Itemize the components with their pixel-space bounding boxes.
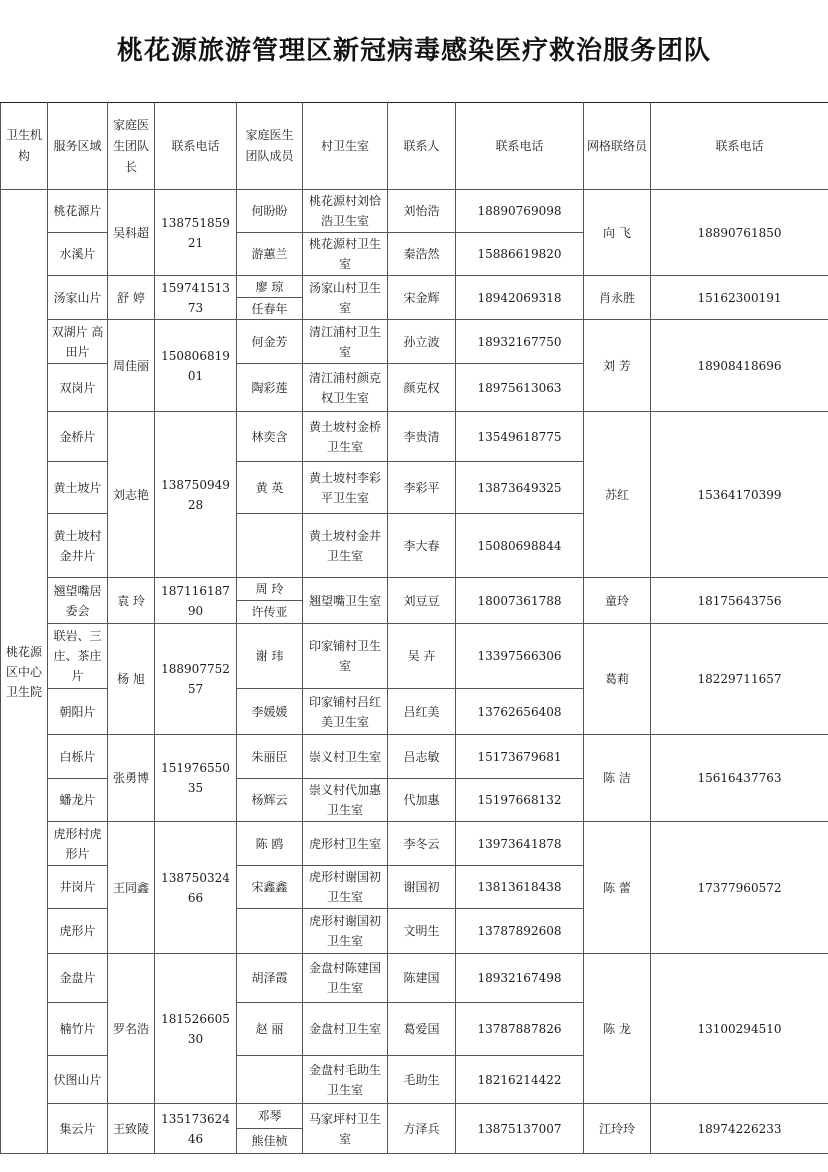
header-member: 家庭医生团队成员 xyxy=(237,103,303,190)
member-cell xyxy=(237,578,303,624)
leader-cell: 王同鑫 xyxy=(108,822,155,954)
leader-cell: 刘志艳 xyxy=(108,412,155,578)
clinic-cell: 黄土坡村金井卫生室 xyxy=(303,514,388,578)
leader-phone-cell: 15080681901 xyxy=(155,320,237,412)
grid-phone-cell: 18229711657 xyxy=(651,624,828,735)
area-cell: 翘望嘴居委会 xyxy=(48,578,108,624)
clinic-cell: 虎形村谢国初卫生室 xyxy=(303,909,388,954)
grid-phone-cell: 18974226233 xyxy=(651,1104,828,1154)
table-row xyxy=(1,276,828,320)
contact-phone-cell: 18975613063 xyxy=(456,364,584,412)
grid-cell: 肖永胜 xyxy=(584,276,651,320)
member-cell xyxy=(237,514,303,578)
member-name: 周 玲 xyxy=(255,582,284,596)
clinic-cell: 黄土坡村金桥卫生室 xyxy=(303,412,388,462)
contact-phone-cell: 13873649325 xyxy=(456,462,584,514)
clinic-cell: 印家铺村卫生室 xyxy=(303,624,388,689)
contact-phone-cell: 18890769098 xyxy=(456,190,584,233)
contact-phone-cell: 13397566306 xyxy=(456,624,584,689)
leader-cell: 罗名浩 xyxy=(108,954,155,1104)
leader-cell: 吴科超 xyxy=(108,190,155,276)
area-cell: 朝阳片 xyxy=(48,689,108,735)
member-cell: 朱丽臣 xyxy=(237,735,303,779)
member-name: 任春年 xyxy=(237,297,302,319)
area-cell: 黄土坡村金井片 xyxy=(48,514,108,578)
grid-phone-cell: 15616437763 xyxy=(651,735,828,822)
table-row xyxy=(1,624,828,689)
clinic-cell: 黄土坡村李彩平卫生室 xyxy=(303,462,388,514)
header-leader: 家庭医生团队长 xyxy=(108,103,155,190)
header-area: 服务区域 xyxy=(48,103,108,190)
clinic-cell: 桃花源村卫生室 xyxy=(303,233,388,276)
header-leader-phone: 联系电话 xyxy=(155,103,237,190)
header-contact-phone: 联系电话 xyxy=(456,103,584,190)
member-cell xyxy=(237,1056,303,1104)
member-cell: 李媛媛 xyxy=(237,689,303,735)
grid-cell: 江玲玲 xyxy=(584,1104,651,1154)
leader-phone-cell: 13875185921 xyxy=(155,190,237,276)
area-cell: 白栎片 xyxy=(48,735,108,779)
contact-cell: 颜克权 xyxy=(388,364,456,412)
clinic-cell: 印家铺村吕红美卫生室 xyxy=(303,689,388,735)
area-cell: 楠竹片 xyxy=(48,1003,108,1056)
clinic-cell: 桃花源村刘恰浩卫生室 xyxy=(303,190,388,233)
contact-cell: 谢国初 xyxy=(388,866,456,909)
grid-phone-cell: 18908418696 xyxy=(651,320,828,412)
leader-phone-cell: 13875094928 xyxy=(155,412,237,578)
member-name: 廖 琼 xyxy=(255,279,284,294)
contact-phone-cell: 13787892608 xyxy=(456,909,584,954)
member-name: 许传亚 xyxy=(237,600,302,623)
grid-cell: 葛莉 xyxy=(584,624,651,735)
member-name: 邓琴 xyxy=(257,1109,282,1123)
leader-cell: 王致陵 xyxy=(108,1104,155,1154)
table-row xyxy=(1,954,828,1003)
table-row xyxy=(1,578,828,624)
leader-cell: 周佳丽 xyxy=(108,320,155,412)
leader-phone-cell: 18711618790 xyxy=(155,578,237,624)
table-row xyxy=(1,412,828,462)
clinic-cell: 崇义村卫生室 xyxy=(303,735,388,779)
clinic-cell: 金盘村陈建国卫生室 xyxy=(303,954,388,1003)
clinic-cell: 清江浦村颜克权卫生室 xyxy=(303,364,388,412)
table-row xyxy=(1,320,828,364)
leader-phone-cell: 18152660530 xyxy=(155,954,237,1104)
contact-phone-cell: 15197668132 xyxy=(456,779,584,822)
contact-cell: 吴 卉 xyxy=(388,624,456,689)
contact-phone-cell: 18216214422 xyxy=(456,1056,584,1104)
contact-cell: 刘豆豆 xyxy=(388,578,456,624)
clinic-cell: 虎形村谢国初卫生室 xyxy=(303,866,388,909)
member-cell: 林奕含 xyxy=(237,412,303,462)
clinic-cell: 马家坪村卫生室 xyxy=(303,1104,388,1154)
grid-cell: 陈 龙 xyxy=(584,954,651,1104)
contact-phone-cell: 15173679681 xyxy=(456,735,584,779)
page-title: 桃花源旅游管理区新冠病毒感染医疗救治服务团队 xyxy=(116,36,711,66)
area-cell: 黄土坡片 xyxy=(48,462,108,514)
leader-phone-cell: 18890775257 xyxy=(155,624,237,735)
contact-phone-cell: 15886619820 xyxy=(456,233,584,276)
member-cell: 谢 玮 xyxy=(237,624,303,689)
header-clinic: 村卫生室 xyxy=(303,103,388,190)
area-cell: 双湖片 高田片 xyxy=(48,320,108,364)
member-cell: 宋鑫鑫 xyxy=(237,866,303,909)
contact-phone-cell: 13762656408 xyxy=(456,689,584,735)
contact-cell: 代加惠 xyxy=(388,779,456,822)
member-name: 熊佳桢 xyxy=(237,1128,302,1153)
area-cell: 金盘片 xyxy=(48,954,108,1003)
table-row xyxy=(1,822,828,866)
grid-cell: 陈 洁 xyxy=(584,735,651,822)
table-row xyxy=(1,735,828,779)
contact-cell: 李彩平 xyxy=(388,462,456,514)
contact-cell: 吕志敏 xyxy=(388,735,456,779)
grid-phone-cell: 17377960572 xyxy=(651,822,828,954)
grid-phone-cell: 18890761850 xyxy=(651,190,828,276)
grid-cell: 童玲 xyxy=(584,578,651,624)
grid-phone-cell: 13100294510 xyxy=(651,954,828,1104)
contact-cell: 刘怡浩 xyxy=(388,190,456,233)
header-grid: 网格联络员 xyxy=(584,103,651,190)
area-cell: 虎形村虎形片 xyxy=(48,822,108,866)
clinic-cell: 翘望嘴卫生室 xyxy=(303,578,388,624)
contact-phone-cell: 13973641878 xyxy=(456,822,584,866)
contact-cell: 陈建国 xyxy=(388,954,456,1003)
header-grid-phone: 联系电话 xyxy=(651,103,828,190)
area-cell: 金桥片 xyxy=(48,412,108,462)
contact-cell: 文明生 xyxy=(388,909,456,954)
area-cell: 联岩、三庄、茶庄片 xyxy=(48,624,108,689)
table-row xyxy=(1,190,828,233)
contact-cell: 李贵清 xyxy=(388,412,456,462)
contact-cell: 宋金辉 xyxy=(388,276,456,320)
clinic-cell: 汤家山村卫生室 xyxy=(303,276,388,320)
area-cell: 集云片 xyxy=(48,1104,108,1154)
service-team-table xyxy=(0,102,828,1154)
member-cell: 胡泽霞 xyxy=(237,954,303,1003)
member-cell: 赵 丽 xyxy=(237,1003,303,1056)
clinic-cell: 金盘村卫生室 xyxy=(303,1003,388,1056)
contact-phone-cell: 18942069318 xyxy=(456,276,584,320)
area-cell: 桃花源片 xyxy=(48,190,108,233)
member-cell xyxy=(237,276,303,320)
grid-cell: 陈 蕾 xyxy=(584,822,651,954)
grid-phone-cell: 18175643756 xyxy=(651,578,828,624)
contact-cell: 李冬云 xyxy=(388,822,456,866)
leader-cell: 张勇博 xyxy=(108,735,155,822)
contact-phone-cell: 13787887826 xyxy=(456,1003,584,1056)
grid-cell: 苏红 xyxy=(584,412,651,578)
contact-cell: 葛爱国 xyxy=(388,1003,456,1056)
header-institution: 卫生机构 xyxy=(1,103,48,190)
clinic-cell: 崇义村代加惠卫生室 xyxy=(303,779,388,822)
grid-phone-cell: 15162300191 xyxy=(651,276,828,320)
contact-phone-cell: 18932167498 xyxy=(456,954,584,1003)
member-cell: 游蕙兰 xyxy=(237,233,303,276)
contact-phone-cell: 18932167750 xyxy=(456,320,584,364)
member-cell: 杨辉云 xyxy=(237,779,303,822)
contact-cell: 秦浩然 xyxy=(388,233,456,276)
member-cell xyxy=(237,1104,303,1154)
leader-cell: 舒 婷 xyxy=(108,276,155,320)
area-cell: 井岗片 xyxy=(48,866,108,909)
leader-phone-cell: 13517362446 xyxy=(155,1104,237,1154)
contact-phone-cell: 13813618438 xyxy=(456,866,584,909)
leader-phone-cell: 15197655035 xyxy=(155,735,237,822)
area-cell: 汤家山片 xyxy=(48,276,108,320)
contact-cell: 方泽兵 xyxy=(388,1104,456,1154)
leader-cell: 袁 玲 xyxy=(108,578,155,624)
header-row xyxy=(1,103,828,190)
contact-phone-cell: 13549618775 xyxy=(456,412,584,462)
area-cell: 蟠龙片 xyxy=(48,779,108,822)
clinic-cell: 金盘村毛助生卫生室 xyxy=(303,1056,388,1104)
member-cell: 陶彩莲 xyxy=(237,364,303,412)
member-cell xyxy=(237,909,303,954)
contact-cell: 吕红美 xyxy=(388,689,456,735)
area-cell: 伏图山片 xyxy=(48,1056,108,1104)
institution-cell: 桃花源区中心卫生院 xyxy=(1,190,48,1154)
member-cell: 黄 英 xyxy=(237,462,303,514)
area-cell: 水溪片 xyxy=(48,233,108,276)
member-cell: 何金芳 xyxy=(237,320,303,364)
leader-phone-cell: 13875032466 xyxy=(155,822,237,954)
contact-phone-cell: 15080698844 xyxy=(456,514,584,578)
grid-cell: 向 飞 xyxy=(584,190,651,276)
contact-cell: 毛助生 xyxy=(388,1056,456,1104)
contact-phone-cell: 13875137007 xyxy=(456,1104,584,1154)
grid-phone-cell: 15364170399 xyxy=(651,412,828,578)
member-cell: 何盼盼 xyxy=(237,190,303,233)
area-cell: 双岗片 xyxy=(48,364,108,412)
contact-cell: 孙立波 xyxy=(388,320,456,364)
contact-cell: 李大春 xyxy=(388,514,456,578)
clinic-cell: 虎形村卫生室 xyxy=(303,822,388,866)
leader-cell: 杨 旭 xyxy=(108,624,155,735)
leader-phone-cell: 15974151373 xyxy=(155,276,237,320)
header-contact: 联系人 xyxy=(388,103,456,190)
member-cell: 陈 鸥 xyxy=(237,822,303,866)
area-cell: 虎形片 xyxy=(48,909,108,954)
clinic-cell: 清江浦村卫生室 xyxy=(303,320,388,364)
table-row xyxy=(1,1104,828,1154)
contact-phone-cell: 18007361788 xyxy=(456,578,584,624)
grid-cell: 刘 芳 xyxy=(584,320,651,412)
